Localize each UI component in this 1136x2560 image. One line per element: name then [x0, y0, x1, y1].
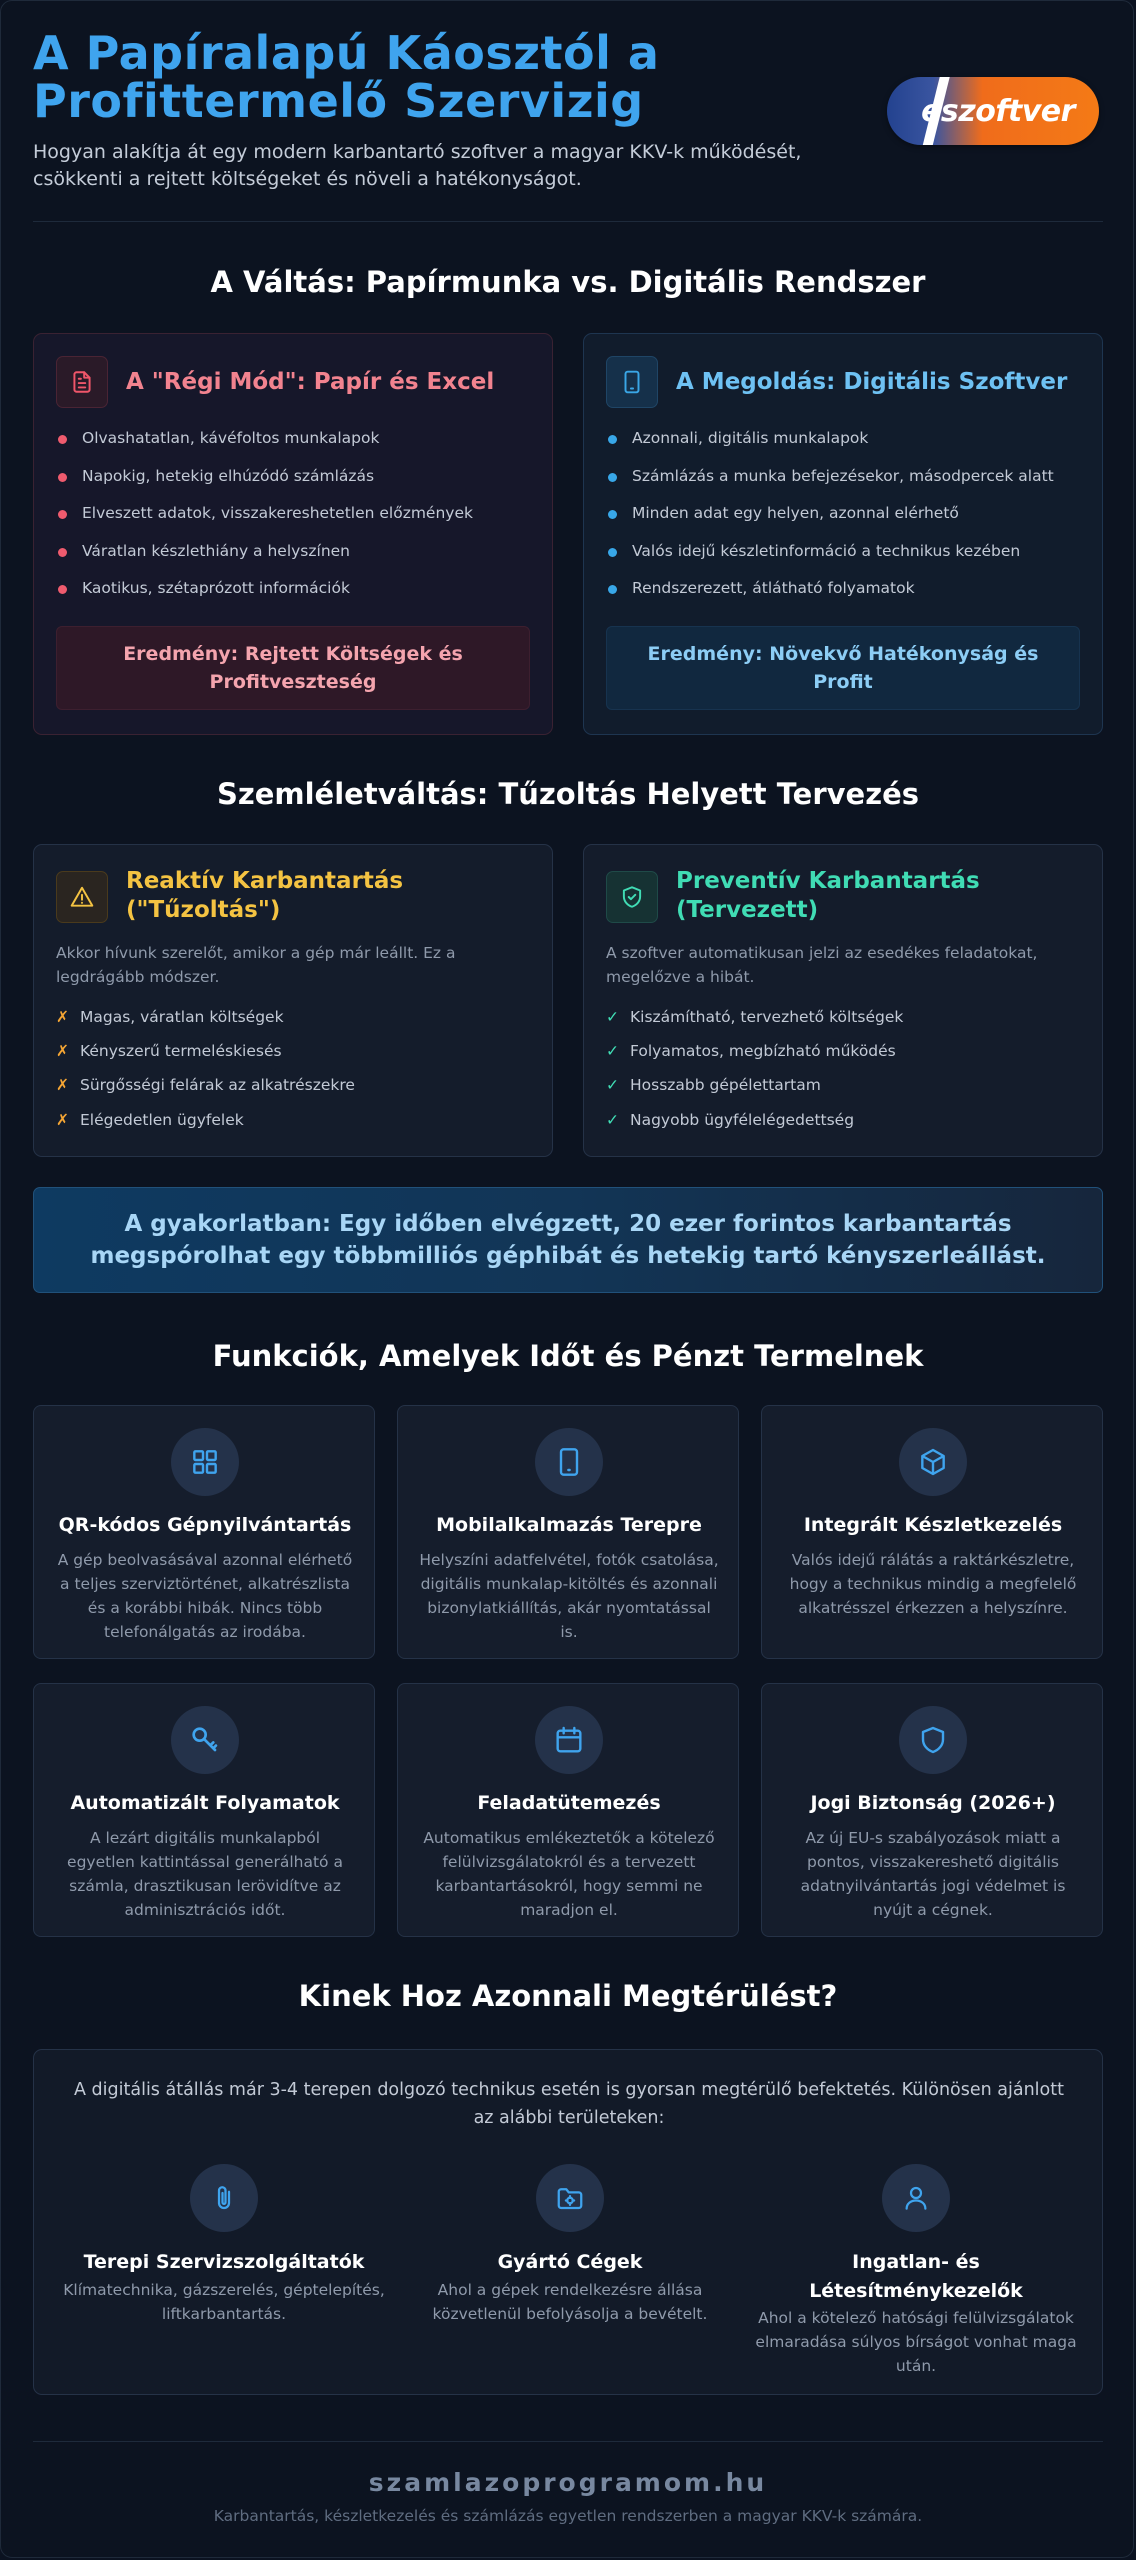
smartphone-icon [535, 1428, 603, 1496]
list-item: Azonnali, digitális munkalapok [608, 428, 1088, 466]
preventive-card [583, 844, 1103, 1157]
practice-banner: A gyakorlatban: Egy időben elvégzett, 20 ezer forintos karbantartás megspórolhat egy többmilliós géphibát és hetekig tartó kényszerleállást. [33, 1187, 1103, 1293]
feature-card [761, 1405, 1103, 1659]
list-item: ✓ Folyamatos, megbízható működés [606, 1042, 896, 1061]
old-way-list [58, 428, 538, 616]
feature-title: Integrált Készletkezelés [803, 1514, 1063, 1536]
new-way-title: A Megoldás: Digitális Szoftver [676, 369, 1068, 395]
target-title: Terepi Szervizszolgáltatók [83, 2251, 365, 2273]
feature-card [761, 1683, 1103, 1937]
features-title: Funkciók, Amelyek Időt és Pénzt Termelnek [212, 1339, 924, 1373]
old-way-result: Eredmény: Rejtett Költségek és Profitveszteség [56, 626, 530, 710]
footer-text: Karbantartás, készletkezelés és számlázás egyetlen rendszerben a magyar KKV-k számára. [213, 2507, 923, 2525]
target-desc: Ahol a gépek rendelkezésre állása közvetlenül befolyásolja a bevételt. [432, 2281, 708, 2323]
new-way-card [583, 333, 1103, 735]
folder-gear-icon [536, 2164, 604, 2232]
list-item: ✗ Sürgősségi felárak az alkatrészekre [56, 1076, 355, 1095]
shield-icon [899, 1706, 967, 1774]
target-title: Ingatlan- és Létesítménykezelők [809, 2251, 1023, 2302]
list-item: Valós idejű készletinformáció a technikus kezében [608, 541, 1088, 579]
feature-title: Mobilalkalmazás Terepre [436, 1514, 702, 1536]
comparison-title: A Váltás: Papírmunka vs. Digitális Rendszer [210, 265, 926, 299]
target-desc: Klímatechnika, gázszerelés, géptelepítés, liftkarbantartás. [63, 2281, 385, 2323]
cross-icon: ✗ [56, 1042, 69, 1061]
roi-card [33, 2049, 1103, 2395]
list-item: ✗ Elégedetlen ügyfelek [56, 1110, 244, 1129]
cross-icon: ✗ [56, 1076, 69, 1095]
list-item: Kaotikus, szétaprózott információk [58, 578, 538, 616]
target-title: Gyártó Cégek [497, 2251, 643, 2273]
document-icon [56, 356, 108, 408]
shield-check-icon [606, 871, 658, 923]
list-item: ✓ Hosszabb gépélettartam [606, 1076, 821, 1095]
new-way-list [608, 428, 1088, 616]
cube-icon [899, 1428, 967, 1496]
brand-logo [887, 77, 1099, 145]
list-item: Olvashatatlan, kávéfoltos munkalapok [58, 428, 538, 466]
check-icon: ✓ [606, 1110, 619, 1129]
warning-icon [56, 871, 108, 923]
reactive-list [56, 1007, 536, 1144]
old-way-title: A "Régi Mód": Papír és Excel [126, 369, 495, 395]
feature-card [397, 1683, 739, 1937]
list-item: ✗ Kényszerű termeléskiesés [56, 1042, 282, 1061]
mindset-title: Szemléletváltás: Tűzoltás Helyett Tervezés [216, 777, 920, 811]
preventive-title: Preventív Karbantartás (Tervezett) [676, 868, 980, 923]
check-icon: ✓ [606, 1008, 619, 1026]
page-title: A Papíralapú Káosztól a Profittermelő Szervizig [33, 26, 660, 128]
feature-card [33, 1405, 375, 1659]
logo-text: eszoftver [921, 93, 1075, 129]
list-item: Váratlan készlethiány a helyszínen [58, 541, 538, 579]
cross-icon: ✗ [56, 1110, 69, 1129]
check-icon: ✓ [606, 1076, 619, 1095]
page-subtitle: Hogyan alakítja át egy modern karbantartó szoftver a magyar KKV-k működését, csökkenti a rejtett költségeket és növeli a hatékonyságot. [33, 141, 802, 190]
feature-title: Feladatütemezés [477, 1792, 661, 1814]
roi-intro: A digitális átállás már 3-4 terepen dolgozó technikus esetén is gyorsan megtérülő befektetés. Különösen ajánlott az alábbi területeken: [74, 2080, 1064, 2128]
feature-desc: A lezárt digitális munkalapból egyetlen kattintással generálható a számla, drasztikusan lerövidítve az adminisztrációs időt. [67, 1829, 343, 1919]
list-item: ✓ Kiszámítható, tervezhető költségek [606, 1008, 904, 1026]
roi-title: Kinek Hoz Azonnali Megtérülést? [298, 1979, 838, 2013]
feature-card [397, 1405, 739, 1659]
feature-card [33, 1683, 375, 1937]
paperclip-icon [190, 2164, 258, 2232]
user-icon [882, 2164, 950, 2232]
old-way-card [33, 333, 553, 735]
feature-desc: Automatikus emlékeztetők a kötelező felülvizsgálatokról és a tervezett karbantartásokról, hogy semmi ne maradjon el. [423, 1829, 715, 1919]
qr-code-icon [171, 1428, 239, 1496]
list-item: ✗ Magas, váratlan költségek [56, 1008, 284, 1026]
key-icon [171, 1706, 239, 1774]
feature-desc: Valós idejű rálátás a raktárkészletre, hogy a technikus mindig a megfelelő alkatrésszel érkezzen a helyszínre. [789, 1551, 1077, 1617]
preventive-desc: A szoftver automatikusan jelzi az esedékes feladatokat, megelőzve a hibát. [606, 944, 1038, 986]
reactive-card [33, 844, 553, 1157]
feature-title: Jogi Biztonság (2026+) [810, 1792, 1056, 1814]
check-icon: ✓ [606, 1042, 619, 1061]
target-desc: Ahol a kötelező hatósági felülvizsgálatok elmaradása súlyos bírságot vonhat maga után. [755, 2309, 1077, 2375]
feature-desc: Az új EU-s szabályozások miatt a pontos, visszakereshető digitális adatnyilvántartás jogi védelmet is nyújt a cégnek. [800, 1829, 1066, 1919]
reactive-desc: Akkor hívunk szerelőt, amikor a gép már leállt. Ez a legdrágább módszer. [56, 944, 456, 986]
feature-desc: A gép beolvasásával azonnal elérhető a teljes szerviztörténet, alkatrészlista és a korábbi hibák. Nincs több telefonálgatás az irodába. [57, 1551, 353, 1641]
calendar-icon [535, 1706, 603, 1774]
list-item: Minden adat egy helyen, azonnal elérhető [608, 503, 1088, 541]
reactive-title: Reaktív Karbantartás ("Tűzoltás") [126, 868, 404, 923]
list-item: Napokig, hetekig elhúzódó számlázás [58, 466, 538, 504]
feature-desc: Helyszíni adatfelvétel, fotók csatolása, digitális munkalap-kitöltés és azonnali bizonylatkiállítás, akár nyomtatással is. [419, 1551, 719, 1641]
list-item: Rendszerezett, átlátható folyamatok [608, 578, 1088, 616]
preventive-list [606, 1007, 1086, 1144]
feature-title: QR-kódos Gépnyilvántartás [58, 1514, 352, 1536]
footer-divider [33, 2441, 1103, 2442]
list-item: Elveszett adatok, visszakereshetetlen előzmények [58, 503, 538, 541]
list-item: ✓ Nagyobb ügyfélelégedettség [606, 1110, 855, 1129]
smartphone-icon [606, 356, 658, 408]
footer-brand: szamlazoprogramom.hu [368, 2468, 768, 2497]
cross-icon: ✗ [56, 1008, 69, 1026]
feature-title: Automatizált Folyamatok [70, 1792, 340, 1814]
list-item: Számlázás a munka befejezésekor, másodpercek alatt [608, 466, 1088, 504]
header-divider [33, 221, 1103, 222]
new-way-result: Eredmény: Növekvő Hatékonyság és Profit [606, 626, 1080, 710]
